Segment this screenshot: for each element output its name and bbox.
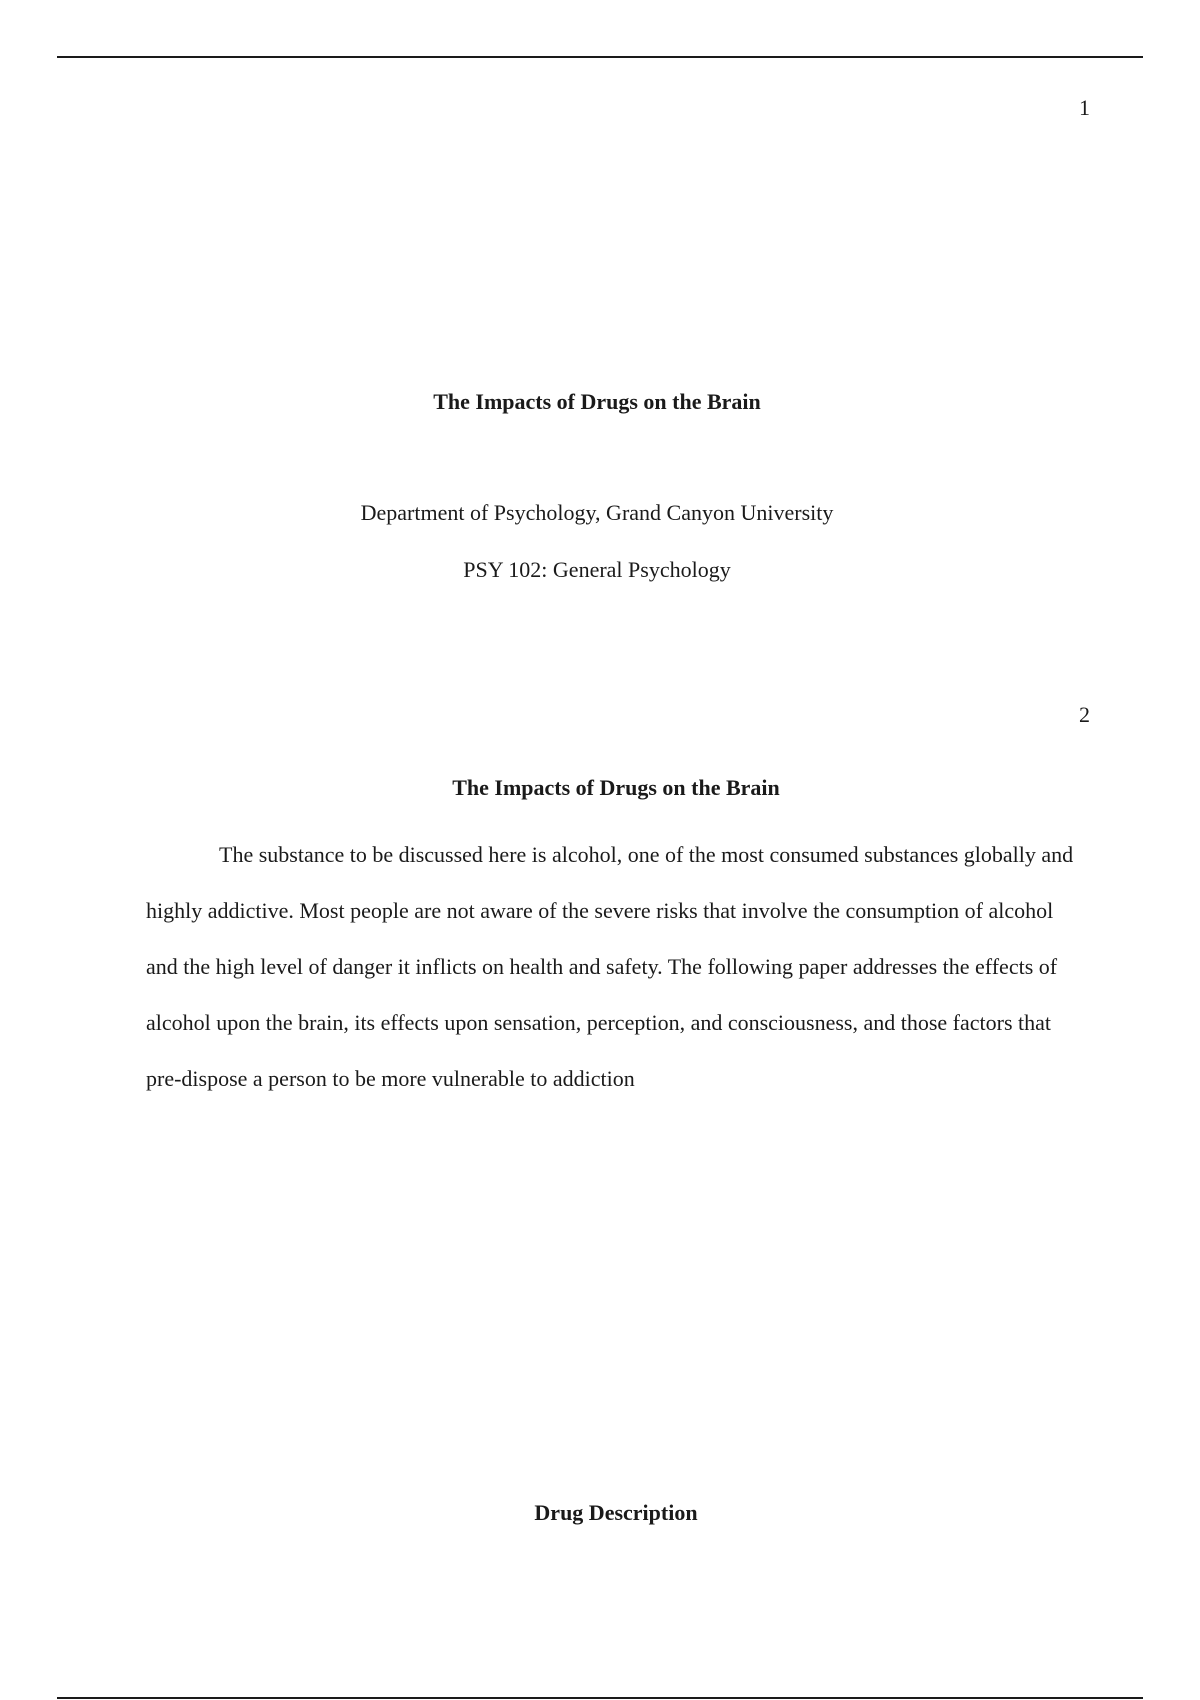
bottom-page-border: [57, 1697, 1143, 1699]
course-name: PSY 102: General Psychology: [463, 557, 731, 582]
page-number: 1: [1079, 95, 1090, 120]
section-heading: Drug Description: [534, 1500, 698, 1525]
intro-paragraph: The substance to be discussed here is alcohol, one of the most consumed substances globally and highly addictive. Most people are not aware of the severe risks that involve the consumption of alcohol and the high level of danger it inflicts on health and safety. The following paper addresses the effects of alcohol upon the brain, its effects upon sensation, perception, and consciousness, and those factors that pre-dispose a person to be more vulnerable to addiction: [146, 842, 1074, 1091]
paper-title: The Impacts of Drugs on the Brain: [452, 775, 780, 800]
author-affiliation: Department of Psychology, Grand Canyon University: [360, 500, 834, 525]
page-number: 2: [1079, 702, 1090, 727]
title-page-title: The Impacts of Drugs on the Brain: [433, 389, 761, 414]
top-page-border: [57, 56, 1143, 58]
